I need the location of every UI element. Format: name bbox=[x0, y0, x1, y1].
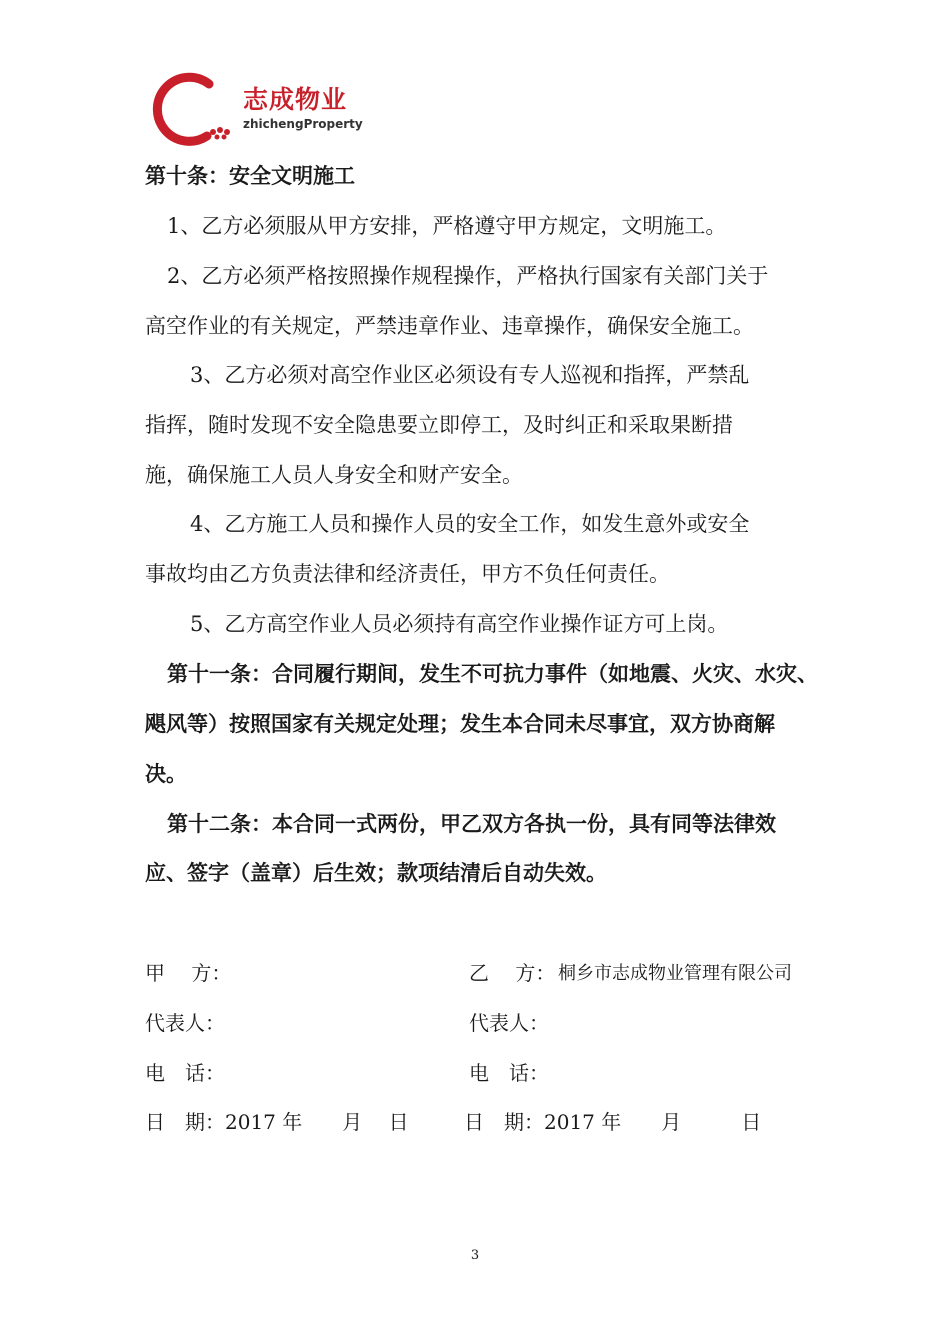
article-10-line: 2、乙方必须严格按照操作规程操作，严格执行国家有关部门关于 bbox=[167, 264, 769, 288]
party-b-phone: 电 话： bbox=[469, 1061, 549, 1085]
article-12-line: 应、签字（盖章）后生效；款项结清后自动失效。 bbox=[145, 861, 607, 885]
party-a-label: 甲 方： bbox=[145, 961, 232, 985]
party-b-representative: 代表人： bbox=[469, 1011, 549, 1035]
party-b-date: 日 期：2017 年 月 日 bbox=[464, 1110, 762, 1134]
logo-name-cn: 志成物业 bbox=[243, 85, 348, 114]
article-11-line: 第十一条：合同履行期间，发生不可抗力事件（如地震、火灾、水灾、 bbox=[167, 662, 818, 686]
party-a-date: 日 期：2017 年 月 日 bbox=[145, 1110, 409, 1134]
article-10-line: 3、乙方必须对高空作业区必须设有专人巡视和指挥，严禁乱 bbox=[190, 363, 750, 387]
article-10-line: 指挥，随时发现不安全隐患要立即停工，及时纠正和采取果断措 bbox=[145, 413, 733, 437]
article-10-line: 4、乙方施工人员和操作人员的安全工作，如发生意外或安全 bbox=[190, 512, 750, 536]
article-10-title: 第十条：安全文明施工 bbox=[145, 164, 355, 188]
page-number: 3 bbox=[470, 1248, 480, 1263]
article-10-line: 事故均由乙方负责法律和经济责任，甲方不负任何责任。 bbox=[145, 562, 670, 586]
party-a-representative: 代表人： bbox=[145, 1011, 225, 1035]
article-11-line: 决。 bbox=[145, 762, 187, 786]
company-logo bbox=[143, 70, 373, 150]
party-b-label: 乙 方： bbox=[469, 961, 556, 985]
article-11-line: 飓风等）按照国家有关规定处理；发生本合同未尽事宜，双方协商解 bbox=[145, 712, 775, 736]
article-10-line: 施，确保施工人员人身安全和财产安全。 bbox=[145, 463, 523, 487]
party-b-name: 桐乡市志成物业管理有限公司 bbox=[558, 963, 792, 984]
article-12-line: 第十二条：本合同一式两份，甲乙双方各执一份，具有同等法律效 bbox=[167, 812, 776, 836]
article-10-line: 高空作业的有关规定，严禁违章作业、违章操作，确保安全施工。 bbox=[145, 314, 754, 338]
article-10-line: 1、乙方必须服从甲方安排，严格遵守甲方规定，文明施工。 bbox=[167, 214, 727, 238]
logo-c-icon bbox=[143, 70, 239, 150]
logo-name-en: zhichengProperty bbox=[243, 117, 363, 131]
article-10-line: 5、乙方高空作业人员必须持有高空作业操作证方可上岗。 bbox=[190, 612, 729, 636]
party-a-phone: 电 话： bbox=[145, 1061, 225, 1085]
